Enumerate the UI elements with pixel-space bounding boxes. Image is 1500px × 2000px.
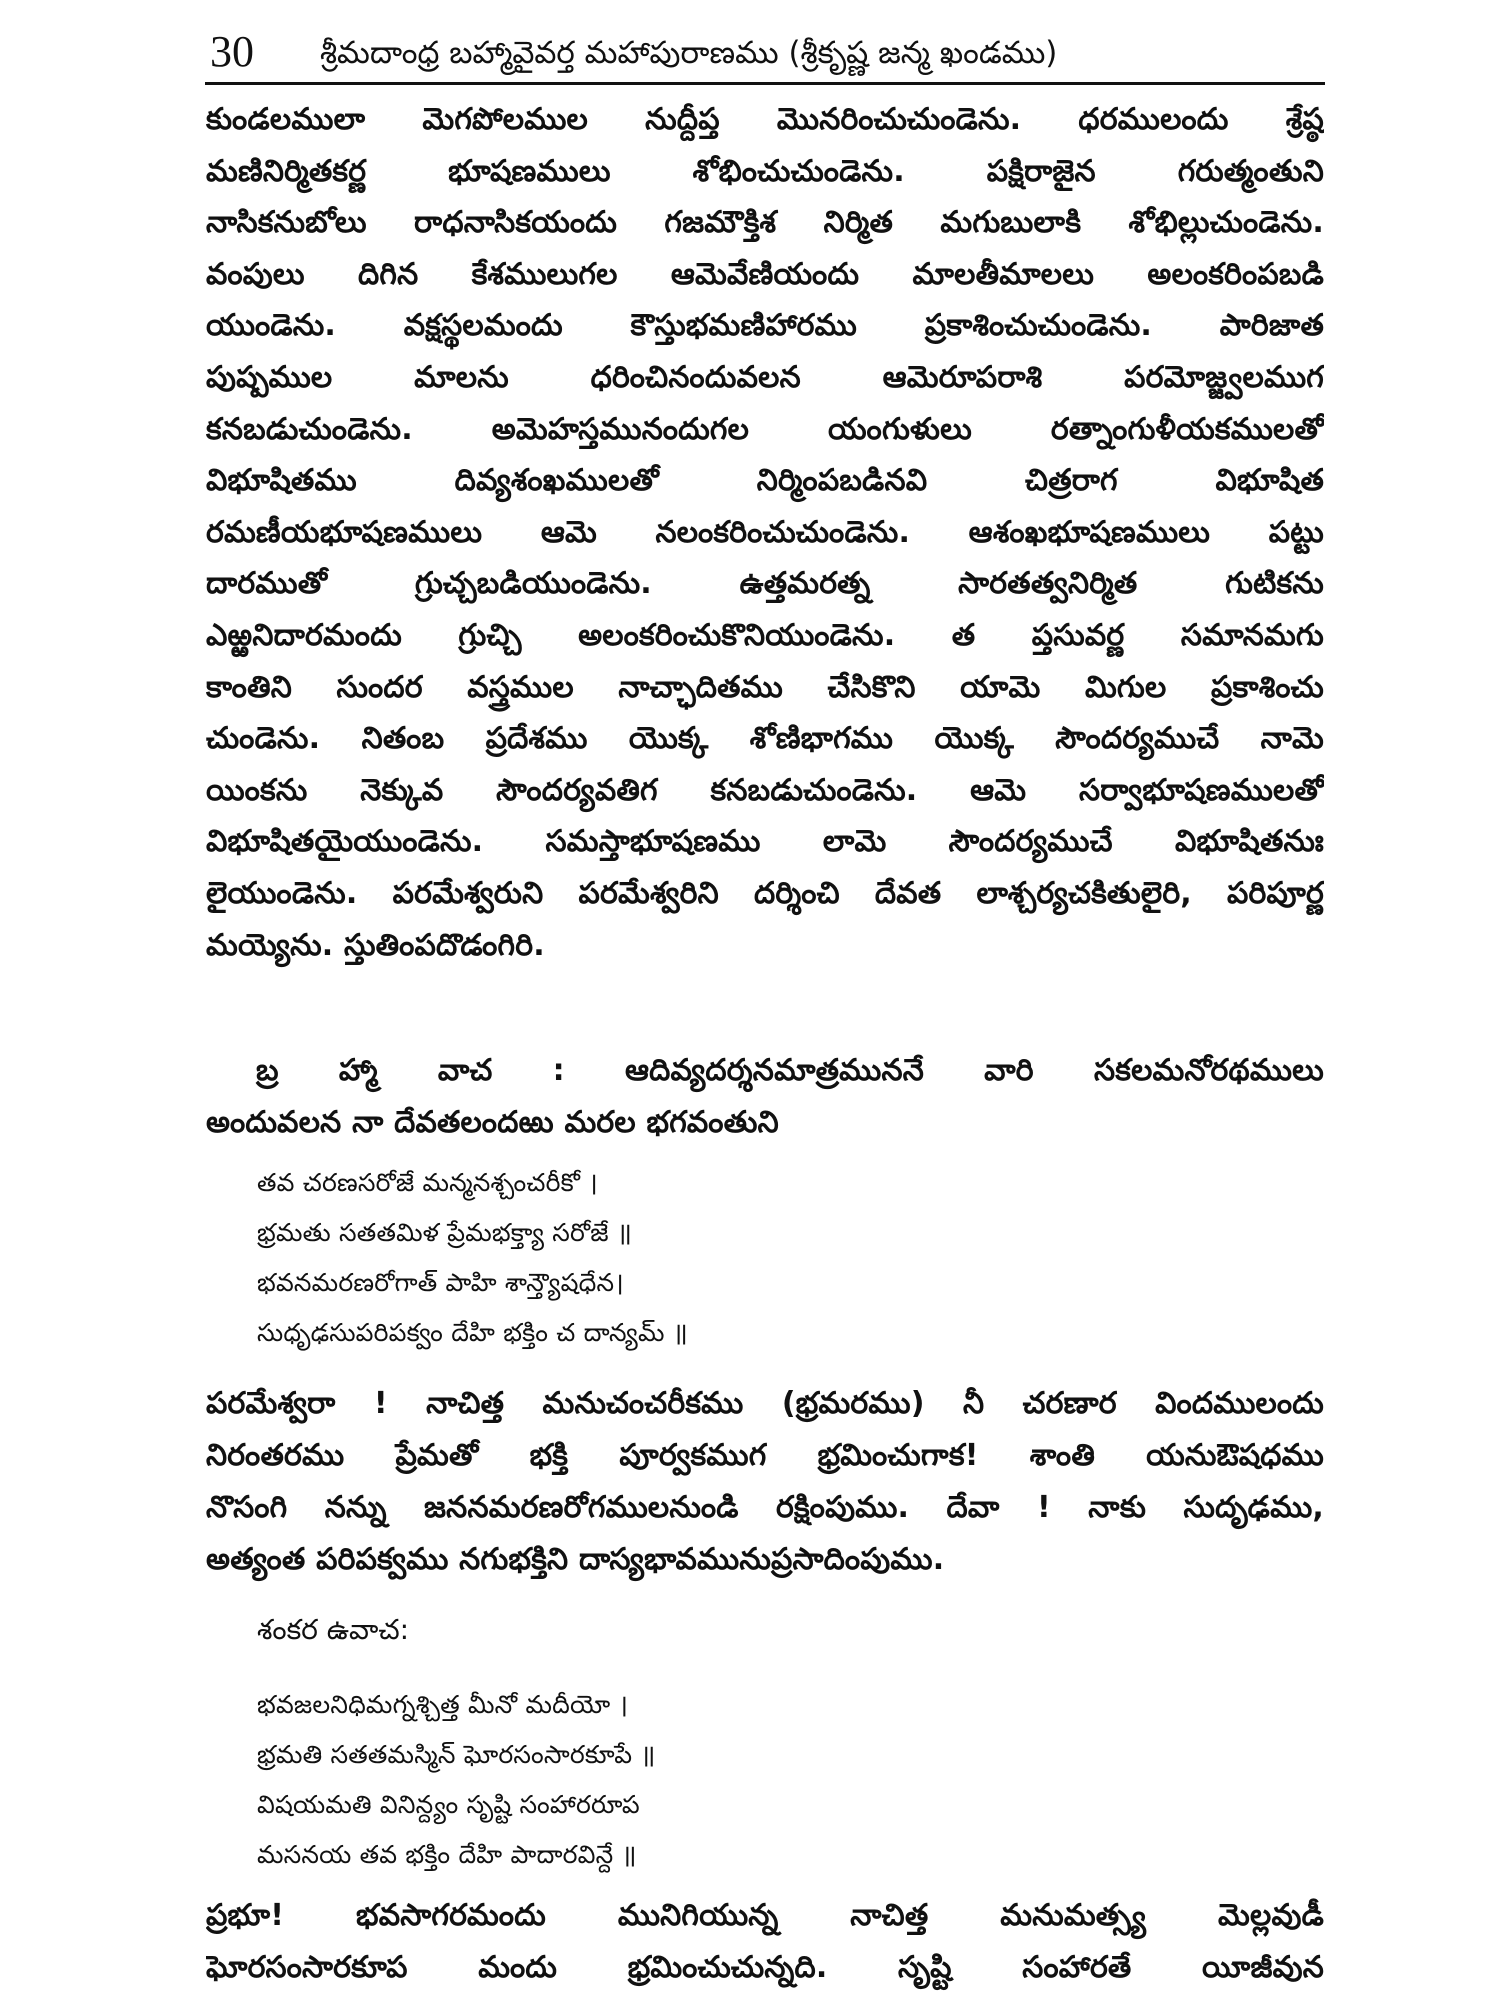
text-line: ఘోరసంసారకూప మందు భ్రమించుచున్నది. సృష్టి సంహారతే యీజీవున — [206, 1950, 1324, 1985]
text-line: యింకను నెక్కువ సౌందర్యవతిగ కనబడుచుండెను. ఆమె సర్వాభూషణములతో — [206, 772, 1324, 808]
text-line: యుండెను. వక్షస్థలమందు కౌస్తుభమణిహారము ప్రకాశించుచుండెను. పారిజాత — [206, 308, 1324, 344]
paragraph-1 — [206, 94, 1324, 971]
text-line: నొసంగి నన్ను జననమరణరోగములనుండి రక్షింపుము. దేవా ! నాకు సుదృఢము, — [206, 1490, 1324, 1525]
brahma-speech — [206, 1045, 1324, 1149]
text-line: కుండలములా మెగపోలముల నుద్దీప్త మొనరించుచుండెను. ధరములందు శ్రేష్ఠ — [206, 102, 1324, 137]
text-line: రమణీయభూషణములు ఆమె నలంకరించుచుండెను. ఆశంఖభూషణములు పట్టు — [206, 514, 1324, 550]
verse-line: భవనమరణరోగాత్ పాహి శాన్త్యౌషధేన। — [257, 1268, 624, 1297]
verse-2 — [257, 1680, 1057, 1880]
running-title: శ్రీమదాంధ్ర బహ్మావైవర్త మహాపురాణము (శ్రీకృష్ణ జన్మ ఖండము) — [320, 35, 1058, 71]
speaker-label: శంకర ఉవాచ: — [257, 1613, 410, 1646]
verse-line: భ్రమతు సతతమిళ ప్రేమభక్త్యా సరోజే ॥ — [257, 1218, 633, 1247]
text-line: దారముతో గ్రుచ్చబడియుండెను. ఉత్తమరత్న సారతత్వనిర్మిత గుటికను — [206, 566, 1324, 602]
text-line: ఎఱ్ఱనిదారమందు గ్రుచ్చి అలంకరించుకొనియుండెను. త ప్తసువర్ణ సమానమగు — [206, 617, 1324, 653]
text-line: బ్ర హ్మా వాచ : ఆదివ్యదర్శనమాత్రముననే వారి సకలమనోరథములు — [256, 1053, 1324, 1088]
text-line: కాంతిని సుందర వస్త్రముల నాచ్ఛాదితము చేసికొని యామె మిగుల ప్రకాశించు — [206, 669, 1324, 705]
text-line: నాసికనుబోలు రాధనాసికయందు గజమౌక్తిశ నిర్మిత మగుబులాకి శోభిల్లుచుండెను. — [206, 205, 1324, 241]
text-line: అందువలన నా దేవతలందఱు మరల భగవంతుని — [206, 1105, 779, 1140]
text-line: కనబడుచుండెను. అమెహస్తమునందుగల యంగుళులు రత్నాంగుళీయకములతో — [206, 411, 1324, 447]
verse-1 — [257, 1158, 1057, 1358]
text-line: నిరంతరము ప్రేమతో భక్తి పూర్వకముగ భ్రమించుగాక! శాంతి యనుఔషధము — [206, 1438, 1324, 1473]
text-line: చుండెను. నితంబ ప్రదేశము యొక్క శోణిభాగము యొక్క సౌందర్యముచే నామె — [206, 721, 1324, 757]
verse-line: తవ చరణసరోజే మన్మనశ్చంచరీకో । — [257, 1168, 598, 1197]
paragraph-3 — [206, 1378, 1324, 1586]
verse-line: విషయమతి వినిన్ద్యం సృష్టి సంహారరూప — [257, 1790, 640, 1819]
verse-line: భ్రమతి సతతమస్మిన్ ఘోరసంసారకూపే ॥ — [257, 1740, 656, 1769]
text-line: పరమేశ్వరా ! నాచిత్త మనుచంచరీకము (భ్రమరము) నీ చరణార విందములందు — [206, 1386, 1324, 1421]
text-line: ప్రభూ! భవసాగరమందు మునిగియున్న నాచిత్త మనుమత్స్య మెల్లవుడీ — [206, 1898, 1324, 1933]
verse-line: మసనయ తవ భక్తిం దేహి పాదారవిన్దే ॥ — [257, 1840, 637, 1869]
page-number: 30 — [210, 27, 254, 76]
text-line: విభూషితము దివ్యశంఖములతో నిర్మింపబడినవి చిత్రరాగ విభూషిత — [206, 463, 1324, 499]
text-line: వంపులు దిగిన కేశములుగల ఆమెవేణియందు మాలతీమాలలు అలంకరింపబడి — [206, 256, 1324, 292]
text-line: పుష్పముల మాలను ధరించినందువలన ఆమెరూపరాశి పరమోజ్జ్వలముగ — [206, 359, 1324, 395]
text-line: అత్యంత పరిపక్వము నగుభక్తిని దాస్యభావమునుప్రసాదింపుము. — [206, 1542, 945, 1577]
paragraph-4 — [206, 1890, 1324, 1994]
verse-line: సుధృఢసుపరిపక్వం దేహి భక్తిం చ దాన్యమ్ ॥ — [257, 1318, 688, 1347]
text-line: లైయుండెను. పరమేశ్వరుని పరమేశ్వరిని దర్శించి దేవత లాశ్చర్యచకితులైరి, పరిపూర్ణ — [206, 875, 1324, 911]
page-header — [205, 22, 1325, 85]
text-line: మణినిర్మితకర్ణ భూషణములు శోభించుచుండెను. పక్షిరాజైన గరుత్మంతుని — [206, 153, 1324, 189]
verse-line: భవజలనిధిమగ్నశ్చిత్త మీనో మదీయో । — [257, 1690, 629, 1719]
text-line: విభూషితయైయుండెను. సమస్తాభూషణము లామె సౌందర్యముచే విభూషితనుః — [206, 824, 1324, 860]
text-line: మయ్యెను. స్తుతింపదొడంగిరి. — [206, 927, 545, 963]
